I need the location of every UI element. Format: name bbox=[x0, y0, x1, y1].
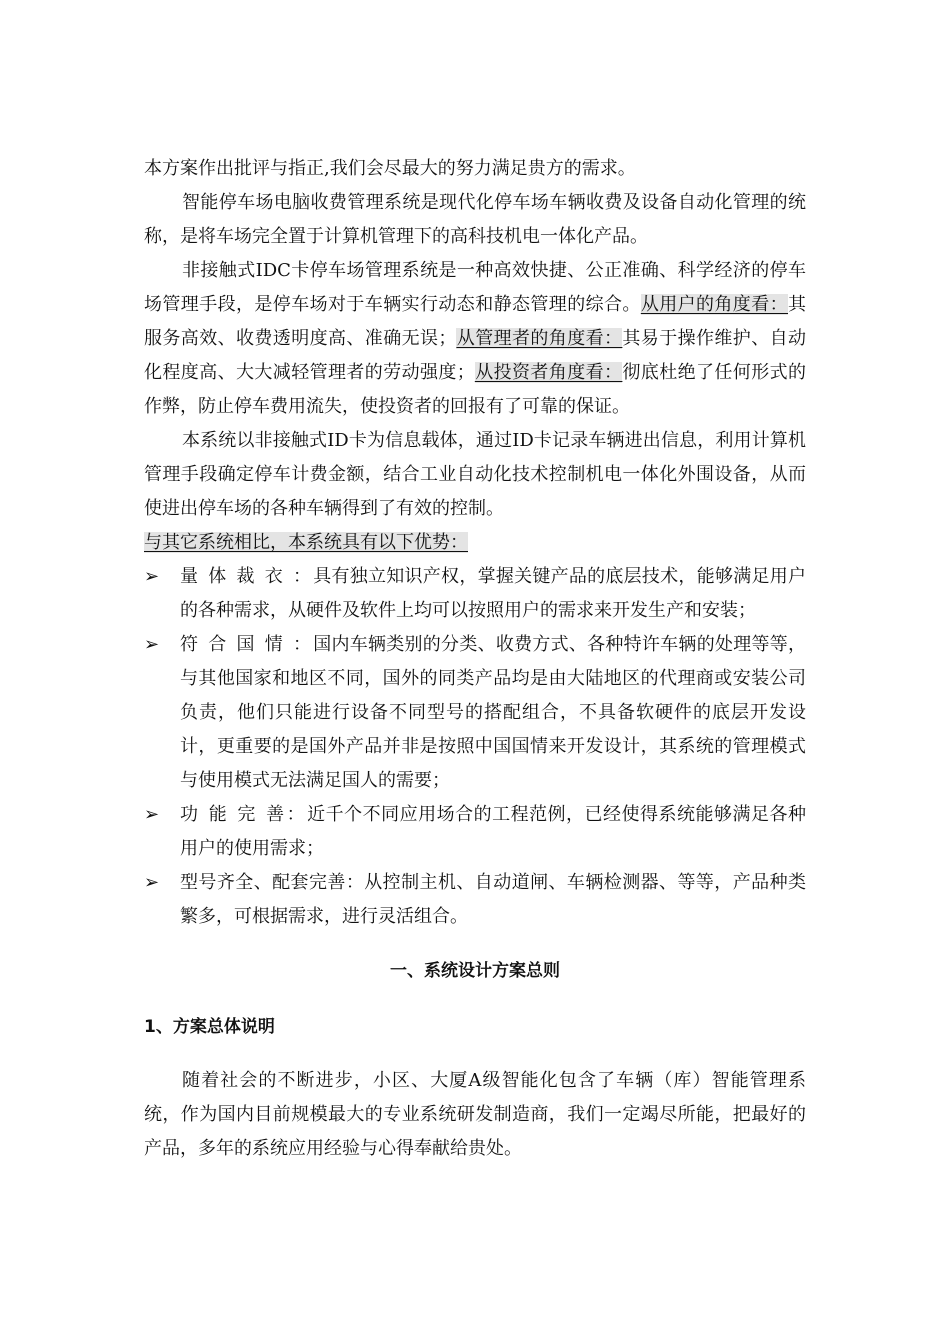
advantage-heading bbox=[144, 526, 806, 560]
paragraph-system-overview: 智能停车场电脑收费管理系统是现代化停车场车辆收费及设备自动化管理的统称，是将车场完全置于计算机管理下的高科技机电一体化产品。 bbox=[144, 192, 806, 247]
bullet-item-complete-functions bbox=[144, 798, 806, 866]
highlight-advantage-heading: 与其它系统相比，本系统具有以下优势： bbox=[144, 532, 468, 553]
bullet-term: 量 体 裁 衣 ： bbox=[180, 566, 314, 587]
bullet-text: 从控制主机、自动道闸、车辆检测器、等等，产品种类繁多，可根据需求，进行灵活组合。 bbox=[180, 872, 807, 927]
highlight-manager-perspective: 从管理者的角度看： bbox=[456, 328, 623, 349]
arrow-bullet-icon: ➢ bbox=[144, 566, 160, 587]
section-title: 一、系统设计方案总则 bbox=[390, 961, 560, 981]
document-page bbox=[144, 152, 806, 1166]
bullet-item-full-range bbox=[144, 866, 806, 934]
bullet-text: 国内车辆类别的分类、收费方式、各种特许车辆的处理等等，与其他国家和地区不同，国外的同类产品均是由大陆地区的代理商或安装公司负责，他们只能进行设备不同型号的搭配组合，不具备软硬件的底层开发设计，更重要的是国外产品并非是按照中国国情来开发设计，其系统的管理模式与使用模式无法满足国人的需要； bbox=[180, 634, 806, 791]
subsection-title: 1、方案总体说明 bbox=[144, 1017, 275, 1037]
arrow-bullet-icon: ➢ bbox=[144, 634, 160, 655]
paragraph-text: 其易于操作维护、自动化程度高、大大减轻管理者的劳动强度； bbox=[144, 328, 807, 383]
bullet-term: 功 能 完 善： bbox=[180, 804, 308, 825]
paragraph-idc-card-system bbox=[144, 254, 806, 424]
bullet-term: 符 合 国 情 ： bbox=[180, 634, 314, 655]
paragraph-text: 非接触式IDC卡停车场管理系统是一种高效快捷、公正准确、科学经济的停车场管理手段，是停车场对于车辆实行动态和静态管理的综合。 bbox=[144, 260, 806, 315]
paragraph-text: 其服务高效、收费透明度高、准确无误； bbox=[144, 294, 807, 349]
bullet-item-tailored bbox=[144, 560, 806, 628]
highlight-user-perspective: 从用户的角度看： bbox=[640, 294, 789, 315]
paragraph-text: 彻底杜绝了任何形式的作弊，防止停车费用流失，使投资者的回报有了可靠的保证。 bbox=[144, 362, 807, 417]
arrow-bullet-icon: ➢ bbox=[144, 804, 160, 825]
paragraph-section-body: 随着社会的不断进步，小区、大厦A级智能化包含了车辆（库）智能管理系统，作为国内目前规模最大的专业系统研发制造商，我们一定竭尽所能，把最好的产品，多年的系统应用经验与心得奉献给贵处。 bbox=[144, 1070, 806, 1159]
bullet-text: 具有独立知识产权，掌握关键产品的底层技术，能够满足用户的各种需求，从硬件及软件上均可以按照用户的需求来开发生产和安装； bbox=[180, 566, 806, 621]
highlight-investor-perspective: 从投资者角度看： bbox=[474, 362, 623, 383]
paragraph-id-card-carrier: 本系统以非接触式ID卡为信息载体，通过ID卡记录车辆进出信息，利用计算机管理手段确定停车计费金额，结合工业自动化技术控制机电一体化外围设备，从而使进出停车场的各种车辆得到了有效的控制。 bbox=[144, 430, 806, 519]
bullet-text: 近千个不同应用场合的工程范例，已经使得系统能够满足各种用户的使用需求； bbox=[180, 804, 806, 859]
arrow-bullet-icon: ➢ bbox=[144, 872, 160, 893]
bullet-item-national-conditions bbox=[144, 628, 806, 798]
bullet-term: 型号齐全、配套完善： bbox=[180, 872, 365, 893]
intro-closing-line: 本方案作出批评与指正,我们会尽最大的努力满足贵方的需求。 bbox=[144, 158, 636, 179]
